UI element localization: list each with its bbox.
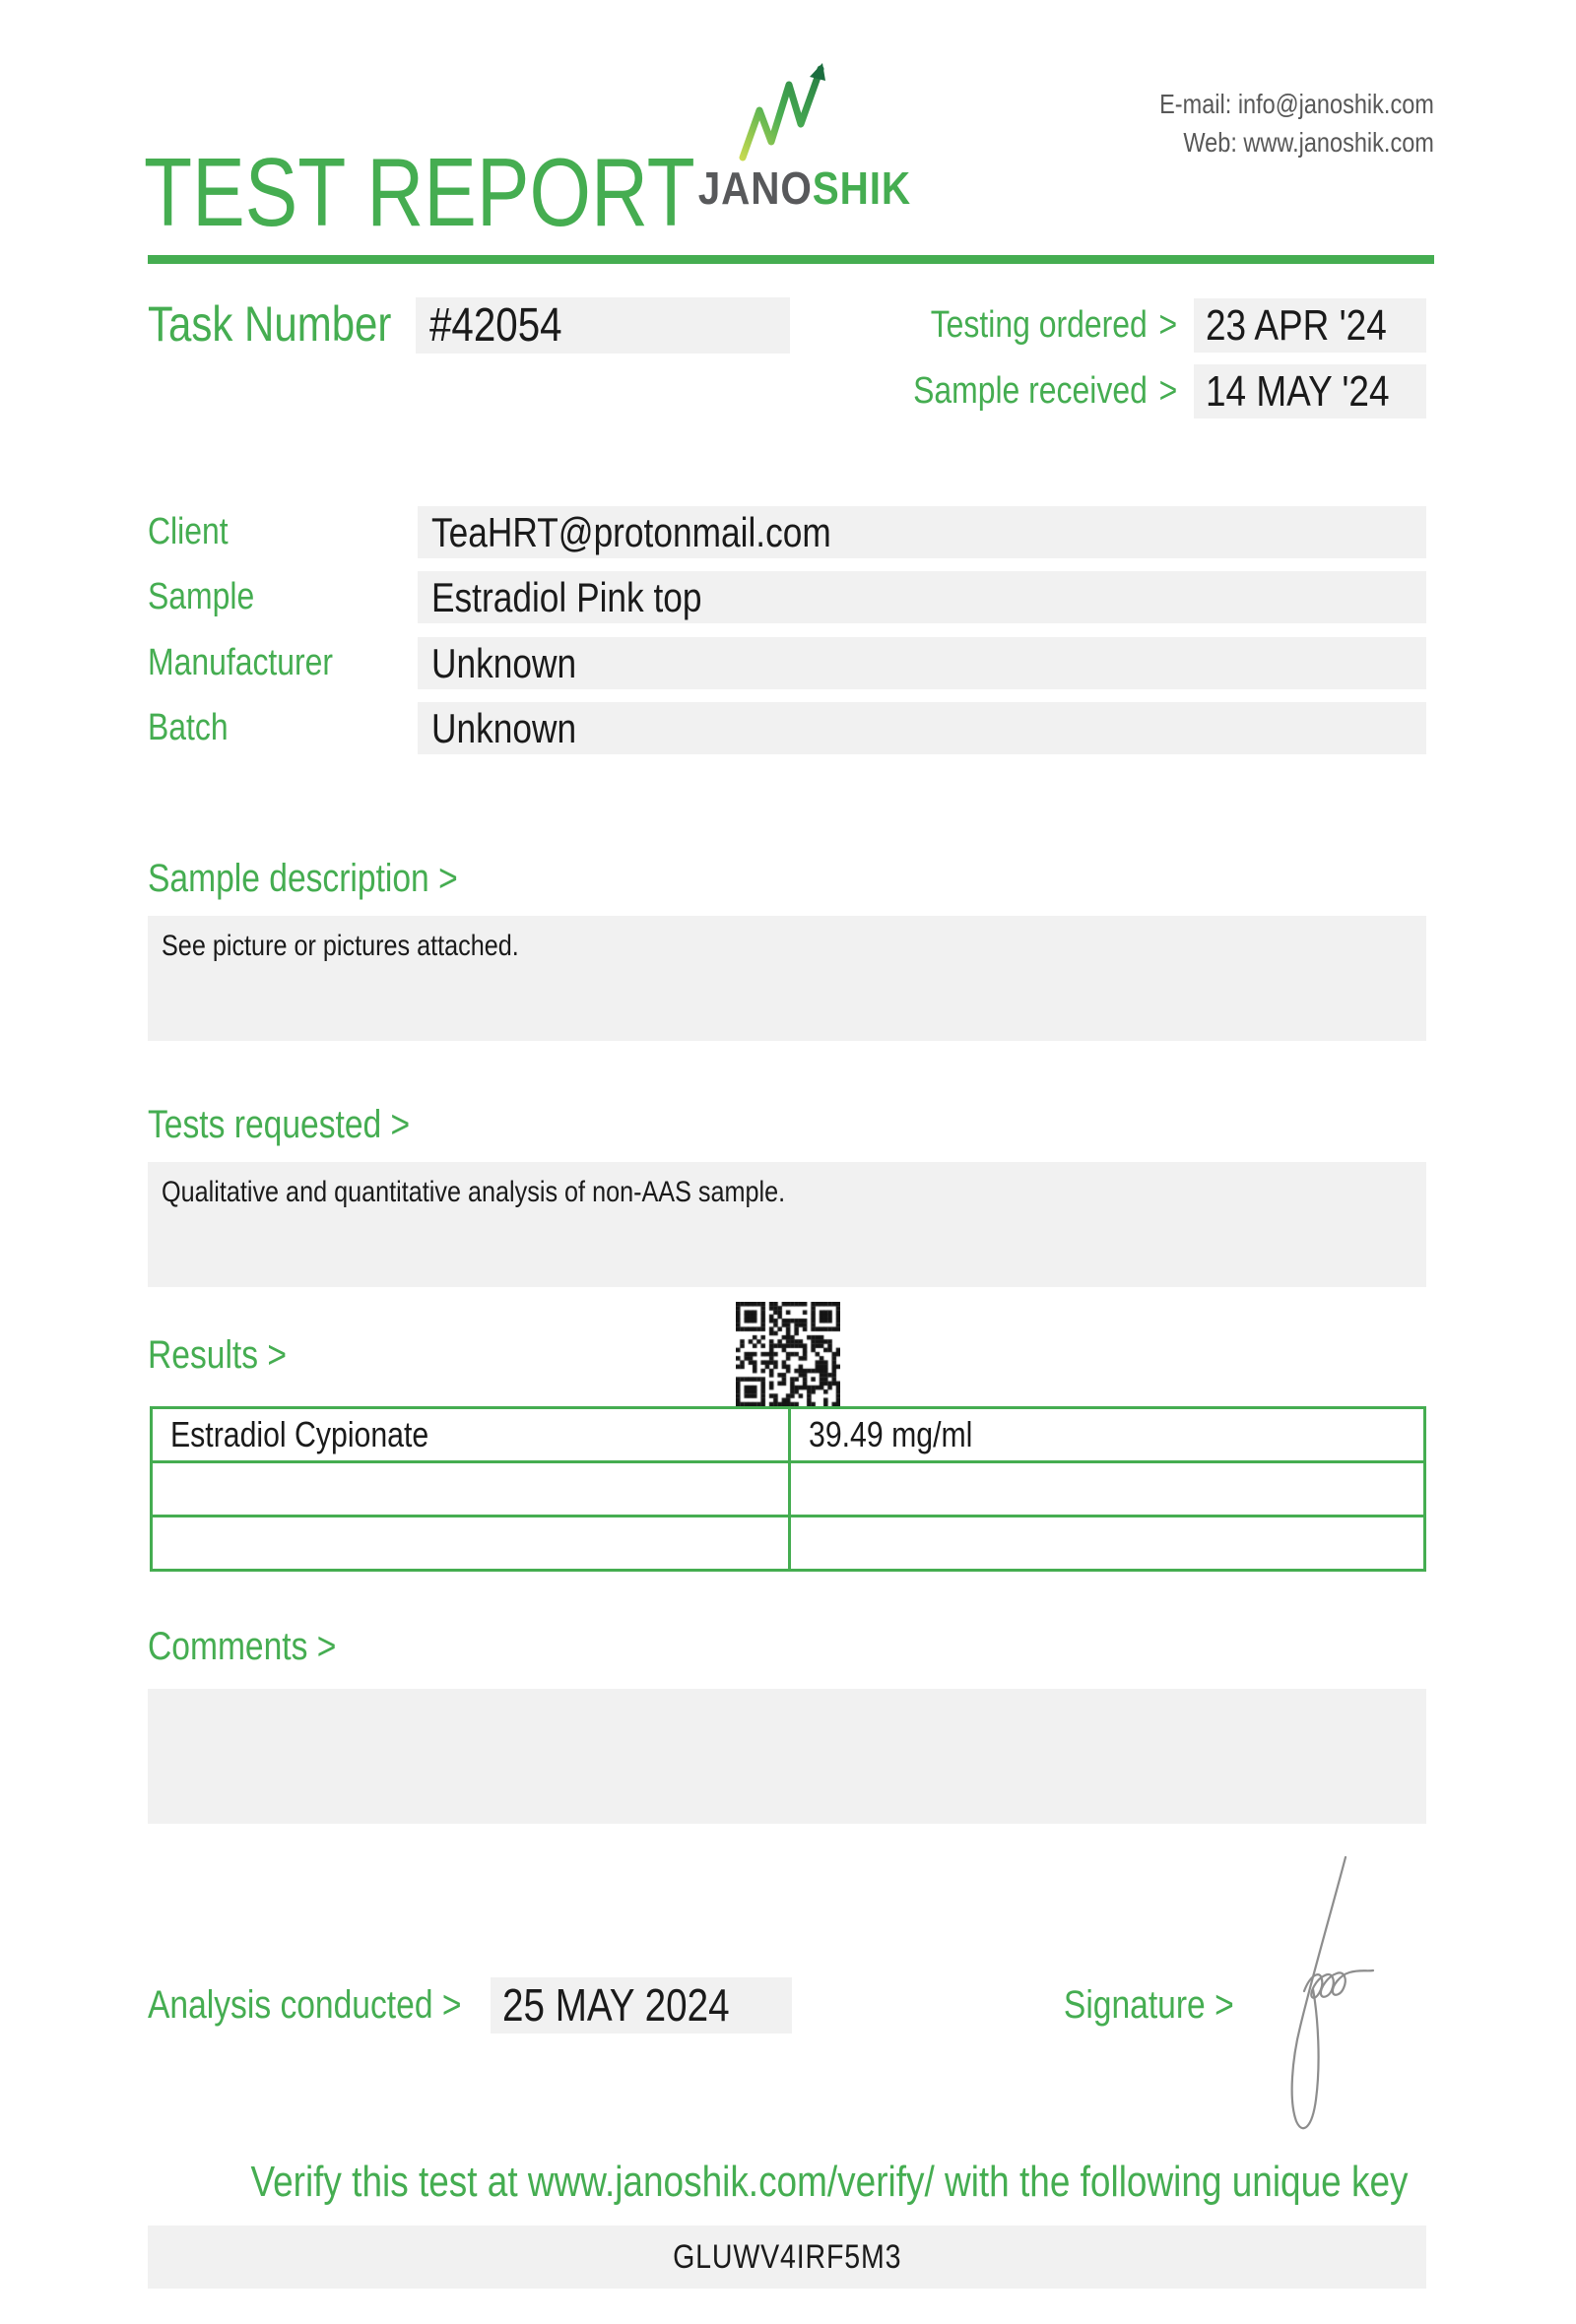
batch-value: Unknown [418, 702, 1426, 754]
testing-ordered-value: 23 APR '24 [1194, 298, 1426, 353]
sample-received-arrow: > [1158, 370, 1177, 412]
sample-received-label: Sample received > [912, 370, 1177, 412]
brand-suffix: SHIK [812, 162, 911, 214]
email-label: E-mail: [1159, 89, 1232, 119]
testing-ordered-arrow: > [1158, 304, 1177, 346]
signature-image [1269, 1851, 1387, 2139]
sample-description-box [148, 916, 1426, 1041]
tests-requested-heading: Tests requested > [148, 1103, 411, 1146]
brand-name [697, 162, 911, 214]
contact-block [1159, 85, 1434, 161]
analyte-cell [152, 1462, 790, 1517]
table-row [152, 1462, 1425, 1517]
result-cell [790, 1462, 1425, 1517]
sample-label: Sample [148, 576, 255, 617]
testing-ordered-label: Testing ordered > [930, 304, 1177, 346]
sample-description-body: See picture or pictures attached. [162, 930, 519, 962]
analyte-cell: Estradiol Cypionate [152, 1408, 790, 1462]
results-table [150, 1406, 1426, 1572]
task-number-value: #42054 [416, 297, 790, 354]
comments-heading: Comments > [148, 1625, 337, 1668]
client-value: TeaHRT@protonmail.com [418, 506, 1426, 558]
logo [684, 61, 911, 214]
verify-key: GLUWV4IRF5M3 [148, 2226, 1426, 2289]
table-row [152, 1408, 1425, 1462]
analysis-conducted-label: Analysis conducted > [148, 1983, 462, 2027]
analysis-conducted-value: 25 MAY 2024 [491, 1977, 792, 2034]
batch-label: Batch [148, 707, 229, 748]
qr-code [736, 1302, 840, 1406]
results-heading: Results > [148, 1333, 288, 1377]
signature-label: Signature > [1064, 1983, 1234, 2027]
sample-description-heading: Sample description > [148, 857, 458, 900]
tests-requested-body: Qualitative and quantitative analysis of non-AAS sample. [162, 1176, 786, 1208]
web-label: Web: [1183, 127, 1238, 158]
email-line [1159, 85, 1434, 123]
header-divider [148, 255, 1434, 264]
sample-received-value: 14 MAY '24 [1194, 364, 1426, 419]
page-title: TEST REPORT [144, 138, 695, 246]
client-label: Client [148, 511, 229, 552]
sample-value: Estradiol Pink top [418, 571, 1426, 623]
brand-prefix: JANO [697, 162, 813, 214]
email-value: info@janoshik.com [1237, 89, 1434, 119]
manufacturer-label: Manufacturer [148, 642, 334, 683]
logo-chart-icon [737, 61, 839, 165]
comments-box [148, 1689, 1426, 1824]
result-cell: 39.49 mg/ml [790, 1408, 1425, 1462]
task-number-label: Task Number [148, 296, 392, 352]
manufacturer-value: Unknown [418, 637, 1426, 689]
analyte-cell [152, 1517, 790, 1571]
table-row [152, 1517, 1425, 1571]
web-value: www.janoshik.com [1243, 127, 1434, 158]
result-cell [790, 1517, 1425, 1571]
tests-requested-box [148, 1162, 1426, 1287]
verify-text: Verify this test at www.janoshik.com/verify/ with the following unique key [250, 2158, 1409, 2206]
web-line [1159, 123, 1434, 161]
